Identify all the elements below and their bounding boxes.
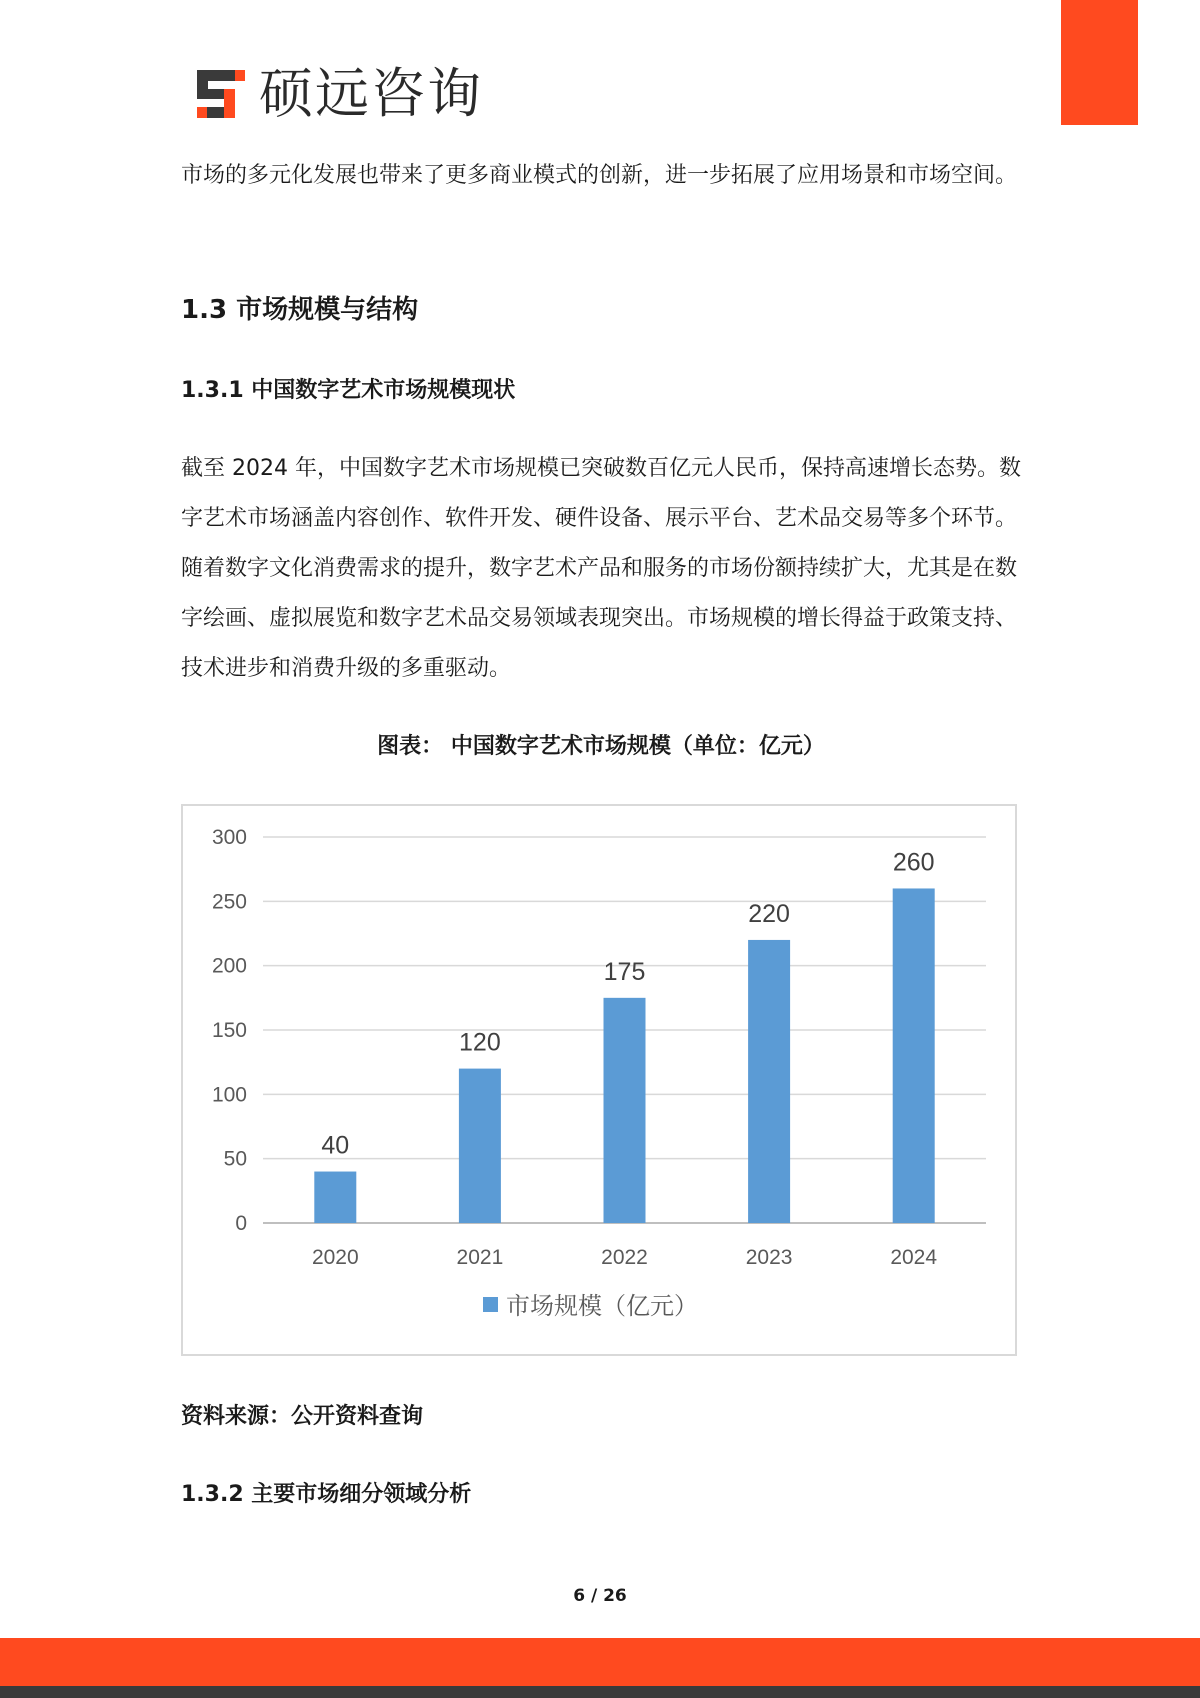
status-paragraph: 截至 2024 年，中国数字艺术市场规模已突破数百亿元人民币，保持高速增长态势。数字艺术市场涵盖内容创作、软件开发、硬件设备、展示平台、艺术品交易等多个环节。随着数字文化消费需求的提升，数字艺术产品和服务的市场份额持续扩大，尤其是在数字绘画、虚拟展览和数字艺术品交易领域表现突出。市场规模的增长得益于政策支持、技术进步和消费升级的多重驱动。 (181, 456, 1021, 681)
bar-chart-svg (183, 806, 1015, 1354)
data-label: 175 (603, 957, 646, 986)
brand-name: 硕远咨询 (259, 62, 483, 125)
y-tick-label: 250 (211, 890, 247, 914)
bar (314, 1172, 356, 1223)
y-tick-label: 200 (211, 954, 247, 978)
bar (459, 1069, 501, 1223)
data-label: 40 (321, 1131, 350, 1160)
brand-s-logo-icon (195, 68, 247, 120)
subsection-heading-2: 1.3.2 主要市场细分领域分析 (181, 1482, 472, 1507)
x-tick-label: 2024 (890, 1246, 938, 1269)
source-note: 资料来源：公开资料查询 (181, 1404, 424, 1429)
intro-paragraph: 市场的多元化发展也带来了更多商业模式的创新，进一步拓展了应用场景和市场空间。 (181, 163, 1018, 188)
subsection-heading-1: 1.3.1 中国数字艺术市场规模现状 (181, 378, 516, 403)
bar (604, 998, 646, 1223)
bar (893, 888, 935, 1223)
x-tick-label: 2022 (601, 1246, 648, 1269)
legend-label: 市场规模（亿元） (506, 1292, 698, 1320)
legend-swatch (483, 1297, 498, 1312)
x-tick-label: 2023 (745, 1246, 793, 1269)
page-number: 6 / 26 (573, 1586, 627, 1606)
footer-dark-strip (0, 1686, 1200, 1698)
corner-accent-tab (1061, 0, 1138, 125)
brand-logo (195, 62, 483, 126)
bar-chart (181, 804, 1017, 1356)
y-tick-label: 50 (223, 1147, 247, 1171)
y-tick-label: 100 (211, 1083, 247, 1107)
data-label: 120 (459, 1028, 501, 1057)
data-label: 220 (748, 899, 790, 928)
section-heading: 1.3 市场规模与结构 (181, 295, 419, 325)
bar (748, 940, 790, 1223)
y-tick-label: 300 (211, 826, 247, 849)
y-tick-label: 0 (235, 1212, 247, 1235)
footer-accent-bar (0, 1638, 1200, 1686)
y-tick-label: 150 (211, 1019, 247, 1042)
x-tick-label: 2020 (311, 1246, 359, 1269)
data-label: 260 (892, 848, 935, 877)
chart-caption: 图表： 中国数字艺术市场规模（单位：亿元） (377, 734, 825, 759)
x-tick-label: 2021 (456, 1246, 504, 1269)
